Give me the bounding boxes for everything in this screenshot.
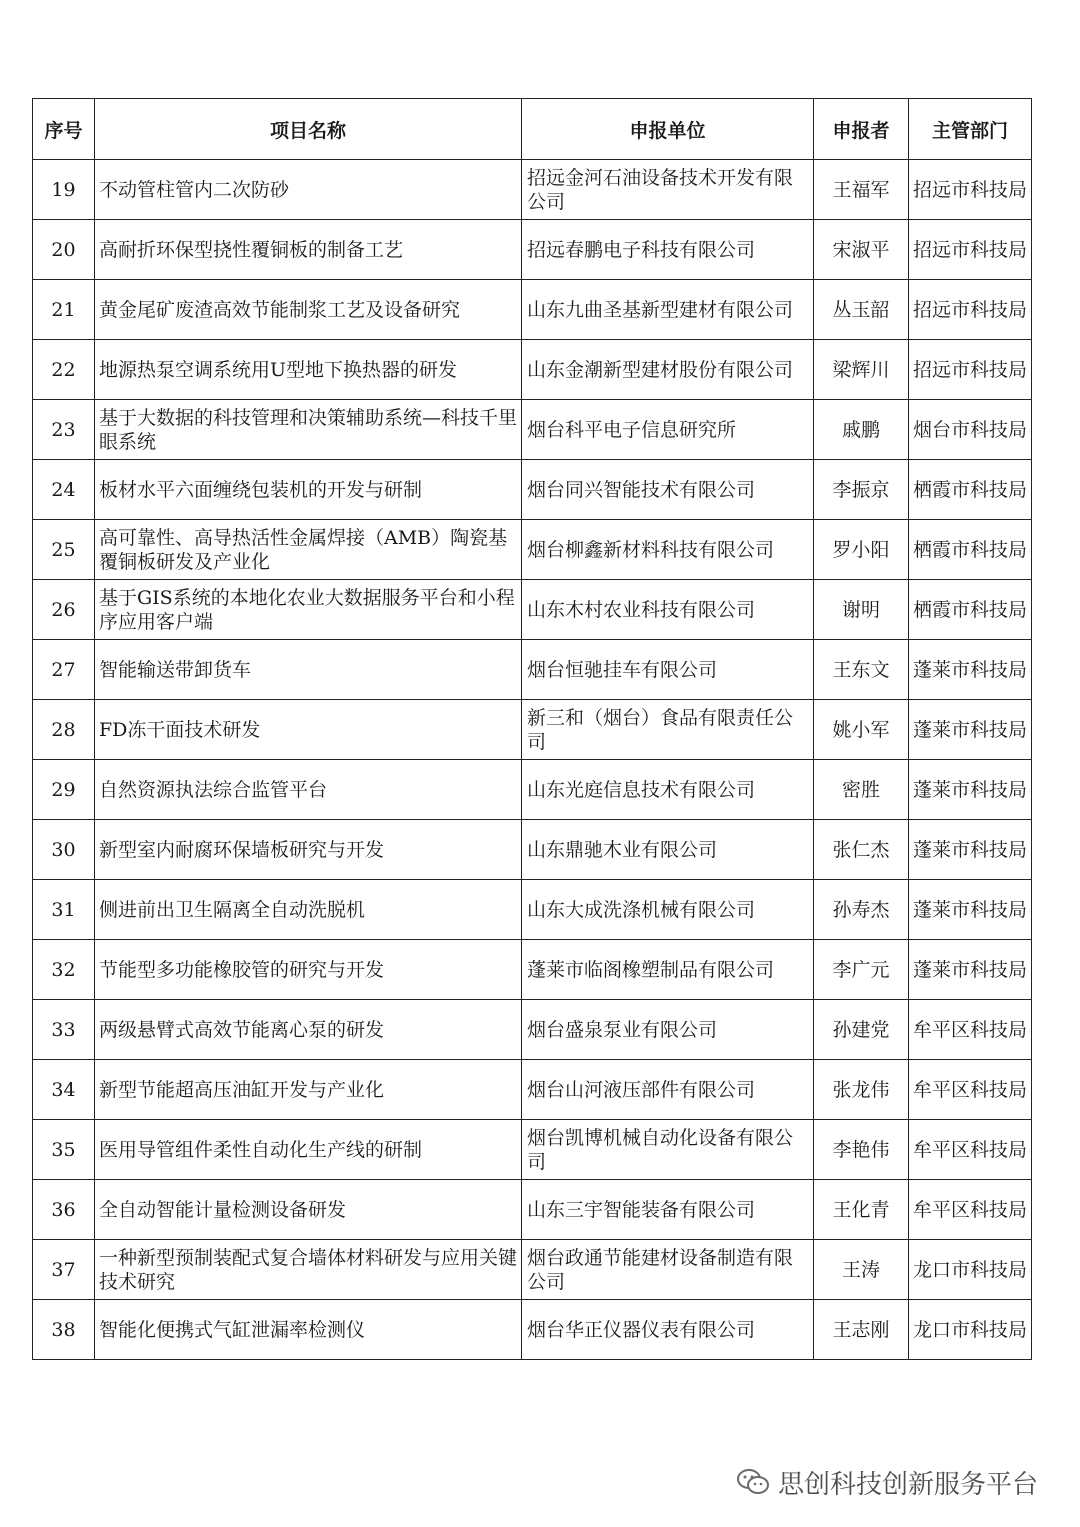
applicant-cell: 宋淑平	[814, 220, 909, 280]
header-serial: 序号	[33, 99, 95, 160]
applicant-unit-cell: 烟台盛泉泵业有限公司	[522, 1000, 814, 1060]
applicant-unit-cell: 山东鼎驰木业有限公司	[522, 820, 814, 880]
serial-cell: 25	[33, 520, 95, 580]
serial-cell: 38	[33, 1300, 95, 1360]
table-row	[33, 1180, 1032, 1240]
applicant-unit-cell: 招远金河石油设备技术开发有限公司	[522, 160, 814, 220]
serial-cell: 23	[33, 400, 95, 460]
applicant-unit-cell: 山东光庭信息技术有限公司	[522, 760, 814, 820]
applicant-unit-cell: 烟台华正仪器仪表有限公司	[522, 1300, 814, 1360]
project-name-cell: 新型室内耐腐环保墙板研究与开发	[95, 820, 522, 880]
table-row	[33, 820, 1032, 880]
project-name-cell: 高可靠性、高导热活性金属焊接（AMB）陶瓷基覆铜板研发及产业化	[95, 520, 522, 580]
table-row	[33, 1000, 1032, 1060]
applicant-cell: 谢明	[814, 580, 909, 640]
department-cell: 招远市科技局	[909, 220, 1032, 280]
department-cell: 栖霞市科技局	[909, 520, 1032, 580]
table-row	[33, 520, 1032, 580]
department-cell: 栖霞市科技局	[909, 580, 1032, 640]
department-cell: 龙口市科技局	[909, 1240, 1032, 1300]
applicant-unit-cell: 烟台柳鑫新材料科技有限公司	[522, 520, 814, 580]
applicant-cell: 王志刚	[814, 1300, 909, 1360]
applicant-unit-cell: 烟台恒驰挂车有限公司	[522, 640, 814, 700]
table-header-row	[33, 99, 1032, 160]
applicant-unit-cell: 山东大成洗涤机械有限公司	[522, 880, 814, 940]
projects-table	[32, 98, 1032, 1360]
department-cell: 栖霞市科技局	[909, 460, 1032, 520]
applicant-unit-cell: 山东九曲圣基新型建材有限公司	[522, 280, 814, 340]
project-name-cell: 智能化便携式气缸泄漏率检测仪	[95, 1300, 522, 1360]
department-cell: 蓬莱市科技局	[909, 880, 1032, 940]
serial-cell: 32	[33, 940, 95, 1000]
serial-cell: 37	[33, 1240, 95, 1300]
department-cell: 牟平区科技局	[909, 1000, 1032, 1060]
table-row	[33, 1120, 1032, 1180]
applicant-unit-cell: 烟台凯博机械自动化设备有限公司	[522, 1120, 814, 1180]
serial-cell: 34	[33, 1060, 95, 1120]
department-cell: 招远市科技局	[909, 160, 1032, 220]
project-name-cell: FD冻干面技术研发	[95, 700, 522, 760]
applicant-unit-cell: 新三和（烟台）食品有限责任公司	[522, 700, 814, 760]
wechat-icon	[736, 1467, 770, 1497]
applicant-unit-cell: 烟台政通节能建材设备制造有限公司	[522, 1240, 814, 1300]
header-department: 主管部门	[909, 99, 1032, 160]
project-name-cell: 一种新型预制装配式复合墙体材料研发与应用关键技术研究	[95, 1240, 522, 1300]
table-row	[33, 1240, 1032, 1300]
applicant-cell: 王福军	[814, 160, 909, 220]
project-name-cell: 全自动智能计量检测设备研发	[95, 1180, 522, 1240]
table-row	[33, 460, 1032, 520]
applicant-unit-cell: 烟台同兴智能技术有限公司	[522, 460, 814, 520]
department-cell: 牟平区科技局	[909, 1180, 1032, 1240]
table-row	[33, 940, 1032, 1000]
project-name-cell: 板材水平六面缠绕包装机的开发与研制	[95, 460, 522, 520]
applicant-cell: 孙建党	[814, 1000, 909, 1060]
department-cell: 蓬莱市科技局	[909, 700, 1032, 760]
serial-cell: 36	[33, 1180, 95, 1240]
applicant-cell: 梁辉川	[814, 340, 909, 400]
project-name-cell: 基于GIS系统的本地化农业大数据服务平台和小程序应用客户端	[95, 580, 522, 640]
department-cell: 招远市科技局	[909, 340, 1032, 400]
applicant-cell: 李振京	[814, 460, 909, 520]
applicant-cell: 罗小阳	[814, 520, 909, 580]
applicant-cell: 王涛	[814, 1240, 909, 1300]
serial-cell: 30	[33, 820, 95, 880]
serial-cell: 27	[33, 640, 95, 700]
project-name-cell: 地源热泵空调系统用U型地下换热器的研发	[95, 340, 522, 400]
applicant-cell: 张龙伟	[814, 1060, 909, 1120]
project-name-cell: 自然资源执法综合监管平台	[95, 760, 522, 820]
applicant-cell: 密胜	[814, 760, 909, 820]
table-row	[33, 1300, 1032, 1360]
department-cell: 蓬莱市科技局	[909, 940, 1032, 1000]
project-name-cell: 基于大数据的科技管理和决策辅助系统—科技千里眼系统	[95, 400, 522, 460]
department-cell: 招远市科技局	[909, 280, 1032, 340]
applicant-cell: 李广元	[814, 940, 909, 1000]
applicant-cell: 李艳伟	[814, 1120, 909, 1180]
applicant-unit-cell: 烟台山河液压部件有限公司	[522, 1060, 814, 1120]
serial-cell: 28	[33, 700, 95, 760]
applicant-cell: 王东文	[814, 640, 909, 700]
department-cell: 蓬莱市科技局	[909, 640, 1032, 700]
serial-cell: 20	[33, 220, 95, 280]
applicant-unit-cell: 烟台科平电子信息研究所	[522, 400, 814, 460]
department-cell: 烟台市科技局	[909, 400, 1032, 460]
applicant-unit-cell: 山东金潮新型建材股份有限公司	[522, 340, 814, 400]
applicant-cell: 孙寿杰	[814, 880, 909, 940]
table-row	[33, 160, 1032, 220]
serial-cell: 24	[33, 460, 95, 520]
table-row	[33, 220, 1032, 280]
watermark	[736, 1462, 1038, 1502]
project-name-cell: 侧进前出卫生隔离全自动洗脱机	[95, 880, 522, 940]
serial-cell: 26	[33, 580, 95, 640]
table-row	[33, 580, 1032, 640]
header-applicant: 申报者	[814, 99, 909, 160]
table-row	[33, 340, 1032, 400]
department-cell: 蓬莱市科技局	[909, 820, 1032, 880]
applicant-unit-cell: 招远春鹏电子科技有限公司	[522, 220, 814, 280]
project-name-cell: 新型节能超高压油缸开发与产业化	[95, 1060, 522, 1120]
applicant-unit-cell: 蓬莱市临阁橡塑制品有限公司	[522, 940, 814, 1000]
department-cell: 龙口市科技局	[909, 1300, 1032, 1360]
serial-cell: 19	[33, 160, 95, 220]
header-applicant-unit: 申报单位	[522, 99, 814, 160]
project-name-cell: 黄金尾矿废渣高效节能制浆工艺及设备研究	[95, 280, 522, 340]
project-name-cell: 两级悬臂式高效节能离心泵的研发	[95, 1000, 522, 1060]
table-row	[33, 700, 1032, 760]
serial-cell: 29	[33, 760, 95, 820]
applicant-unit-cell: 山东三宇智能装备有限公司	[522, 1180, 814, 1240]
applicant-cell: 姚小军	[814, 700, 909, 760]
department-cell: 牟平区科技局	[909, 1120, 1032, 1180]
applicant-cell: 丛玉韶	[814, 280, 909, 340]
serial-cell: 35	[33, 1120, 95, 1180]
watermark-text: 思创科技创新服务平台	[778, 1469, 1039, 1500]
project-name-cell: 不动管柱管内二次防砂	[95, 160, 522, 220]
serial-cell: 21	[33, 280, 95, 340]
header-project-name: 项目名称	[95, 99, 522, 160]
applicant-cell: 王化青	[814, 1180, 909, 1240]
table-row	[33, 880, 1032, 940]
applicant-cell: 张仁杰	[814, 820, 909, 880]
applicant-cell: 戚鹏	[814, 400, 909, 460]
serial-cell: 31	[33, 880, 95, 940]
project-name-cell: 高耐折环保型挠性覆铜板的制备工艺	[95, 220, 522, 280]
table-row	[33, 1060, 1032, 1120]
project-name-cell: 医用导管组件柔性自动化生产线的研制	[95, 1120, 522, 1180]
table-row	[33, 760, 1032, 820]
project-name-cell: 节能型多功能橡胶管的研究与开发	[95, 940, 522, 1000]
applicant-unit-cell: 山东木村农业科技有限公司	[522, 580, 814, 640]
serial-cell: 22	[33, 340, 95, 400]
department-cell: 蓬莱市科技局	[909, 760, 1032, 820]
table-row	[33, 640, 1032, 700]
table-row	[33, 400, 1032, 460]
project-name-cell: 智能输送带卸货车	[95, 640, 522, 700]
serial-cell: 33	[33, 1000, 95, 1060]
department-cell: 牟平区科技局	[909, 1060, 1032, 1120]
table-row	[33, 280, 1032, 340]
